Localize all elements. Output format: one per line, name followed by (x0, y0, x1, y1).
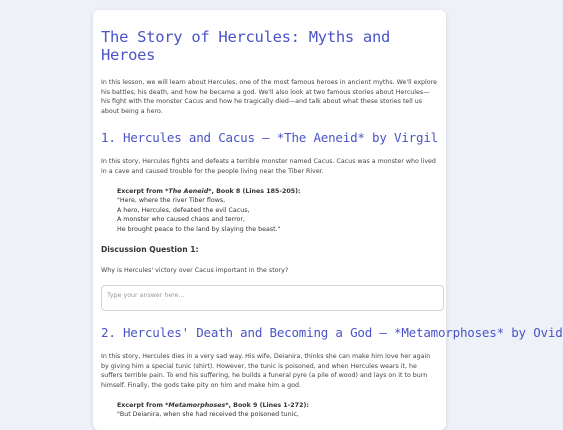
excerpt-book: *The Aeneid* (165, 187, 212, 195)
excerpt-title (117, 401, 438, 411)
excerpt-suffix: , Book 9 (Lines 1-272): (228, 401, 309, 409)
section-2-body: In this story, Hercules dies in a very sad way. His wife, Deianira, thinks she can make him love her again by giving him a special tunic (shirt). However, the tunic is poisoned, and when Hercules wears it, he suffers terrible pain. To end his suffering, he builds a funeral pyre (a pile of wood) and lays on it to burn himself. Finally, the gods take pity on him and make him a god. (101, 353, 431, 389)
excerpt-line: A monster who caused chaos and terror, (117, 216, 245, 224)
intro-paragraph: In this lesson, we will learn about Hercules, one of the most famous heroes in ancient myths. We'll explore his battles, his death, and how he became a god. We'll also look at two famous stories about Hercules—his fight with the monster Cacus and how he tragically died—and talk about what these stories tell us about being a hero. (101, 79, 437, 115)
section-2-heading: 2. Hercules' Death and Becoming a God – *Metamorphoses* by Ovid (101, 325, 563, 341)
lesson-card (93, 10, 563, 430)
page-title: The Story of Hercules: Myths and Heroes (101, 28, 391, 64)
excerpt-line: He brought peace to the land by slaying the beast." (117, 225, 281, 233)
discussion-question-label: Discussion Question 1: (101, 244, 199, 254)
answer-input[interactable] (101, 285, 444, 311)
section-1-body: In this story, Hercules fights and defeats a terrible monster named Cacus. Cacus was a monster who lived in a cave and caused trouble for the people living near the Tiber River. (101, 158, 436, 175)
excerpt-book: *Metamorphoses* (165, 401, 229, 409)
section-1-excerpt (117, 187, 438, 235)
excerpt-title (117, 187, 438, 197)
discussion-question: Why is Hercules' victory over Cacus important in the story? (101, 266, 289, 274)
excerpt-prefix: Excerpt from (117, 401, 166, 409)
section-1-heading: 1. Hercules and Cacus – *The Aeneid* by Virgil (101, 130, 438, 146)
excerpt-prefix: Excerpt from (117, 187, 166, 195)
section-2-excerpt (117, 401, 438, 420)
excerpt-line: "Here, where the river Tiber flows, (117, 197, 226, 205)
excerpt-line: "But Deianira, when she had received the poisoned tunic, (117, 411, 299, 419)
excerpt-line: A hero, Hercules, defeated the evil Cacus, (117, 206, 250, 214)
excerpt-suffix: , Book 8 (Lines 185-205): (211, 187, 301, 195)
